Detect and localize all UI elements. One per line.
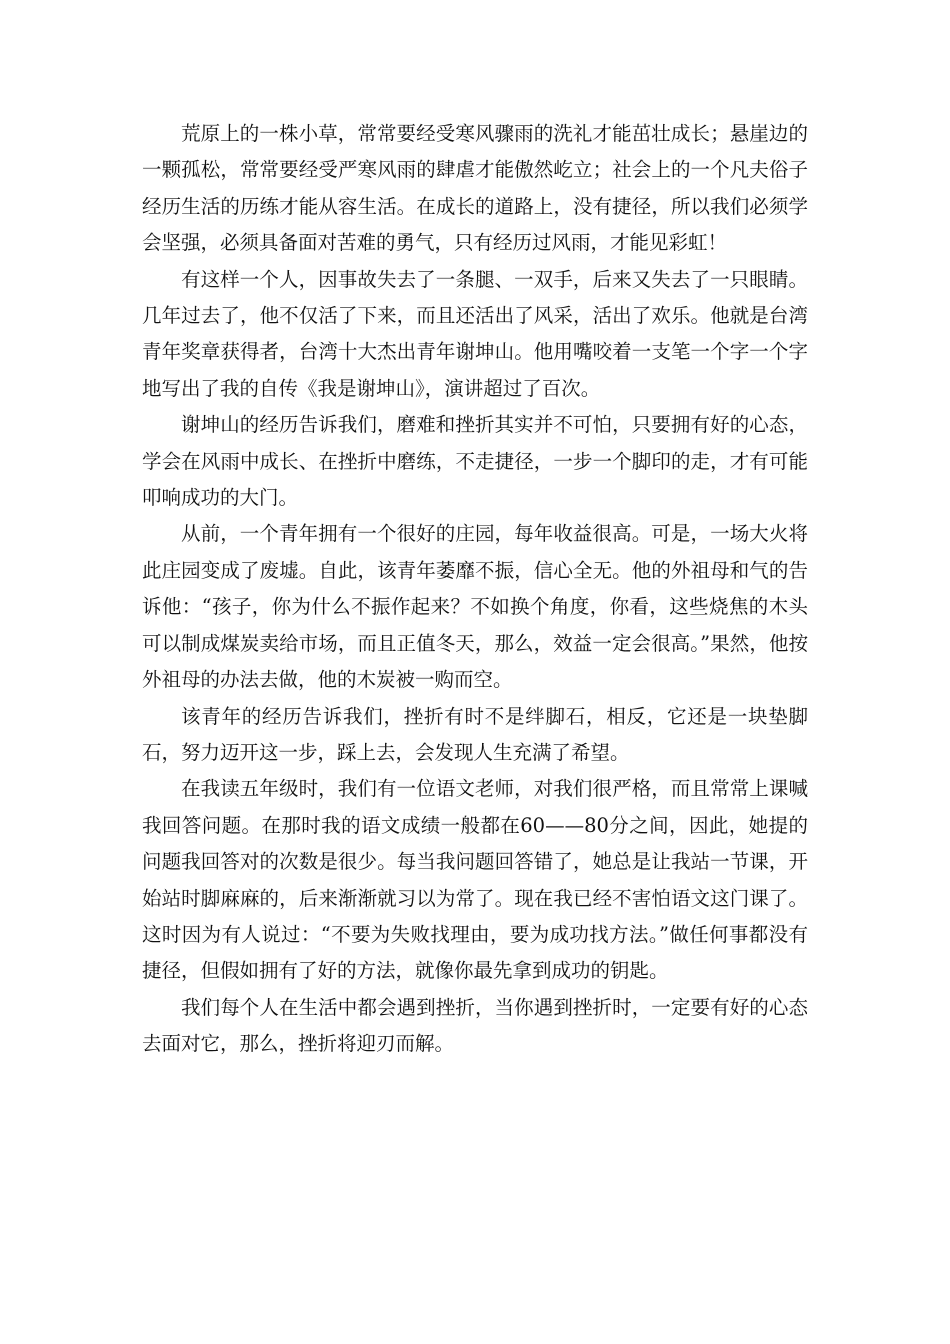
- paragraph-7: 我们每个人在生活中都会遇到挫折，当你遇到挫折时，一定要有好的心态去面对它，那么，挫折将迎刃而解。: [142, 995, 808, 1056]
- paragraph-2: 有这样一个人，因事故失去了一条腿、一双手，后来又失去了一只眼睛。几年过去了，他不仅活了下来，而且还活出了风采，活出了欢乐。他就是台湾青年奖章获得者，台湾十大杰出青年谢坤山。他用嘴咬着一支笔一个字一个字地写出了我的自传《我是谢坤山》，演讲超过了百次。: [142, 267, 808, 400]
- paragraph-1: 荒原上的一株小草，常常要经受寒风骤雨的洗礼才能茁壮成长；悬崖边的一颗孤松，常常要经受严寒风雨的肆虐才能傲然屹立；社会上的一个凡夫俗子经历生活的历练才能从容生活。在成长的道路上，没有捷径，所以我们必须学会坚强，必须具备面对苦难的勇气，只有经历过风雨，才能见彩虹！: [142, 122, 808, 255]
- paragraph-6: 在我读五年级时，我们有一位语文老师，对我们很严格，而且常常上课喊我回答问题。在那时我的语文成绩一般都在60——80分之间，因此，她提的问题我回答对的次数是很少。每当我问题回答错了，她总是让我站一节课，开始站时脚麻麻的，后来渐渐就习以为常了。现在我已经不害怕语文这门课了。这时因为有人说过：“不要为失败找理由，要为成功找方法。”做任何事都没有捷径，但假如拥有了好的方法，就像你最先拿到成功的钥匙。: [142, 777, 808, 983]
- paragraph-3: 谢坤山的经历告诉我们，磨难和挫折其实并不可怕，只要拥有好的心态，学会在风雨中成长、在挫折中磨练，不走捷径，一步一个脚印的走，才有可能叩响成功的大门。: [142, 413, 808, 510]
- document-body: [142, 116, 808, 1063]
- paragraph-4: 从前，一个青年拥有一个很好的庄园，每年收益很高。可是，一场大火将此庄园变成了废墟。自此，该青年萎靡不振，信心全无。他的外祖母和气的告诉他：“孩子，你为什么不振作起来？不如换个角度，你看，这些烧焦的木头可以制成煤炭卖给市场，而且正值冬天，那么，效益一定会很高。”果然，他按外祖母的办法去做，他的木炭被一购而空。: [142, 522, 808, 692]
- paragraph-5: 该青年的经历告诉我们，挫折有时不是绊脚石，相反，它还是一块垫脚石，努力迈开这一步，踩上去，会发现人生充满了希望。: [142, 704, 808, 764]
